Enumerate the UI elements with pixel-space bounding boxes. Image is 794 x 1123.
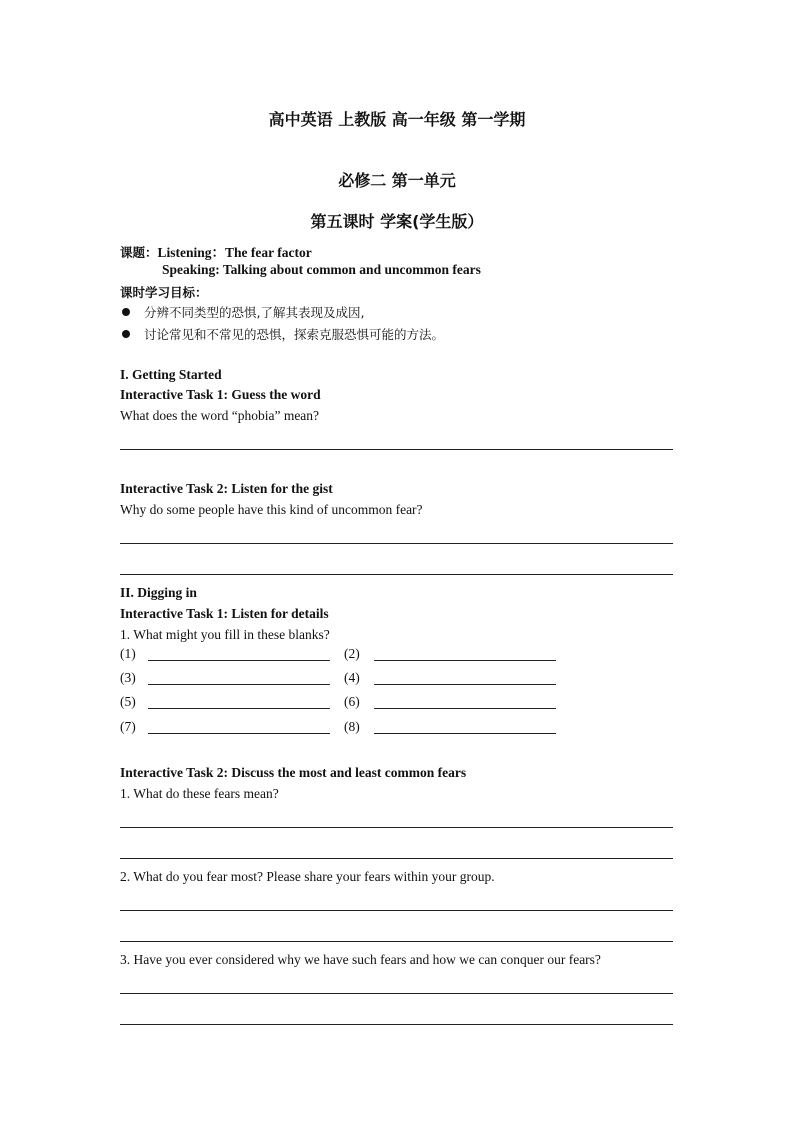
blank-number: (8): [344, 719, 360, 734]
unit-title: 必修二 第一单元: [338, 171, 456, 190]
blank-number: (4): [344, 670, 360, 685]
topic-line-listening: [120, 241, 312, 262]
blank-line[interactable]: [148, 733, 330, 734]
question-fill-blanks: 1. What might you fill in these blanks?: [120, 627, 330, 642]
section-heading-digging-in: II. Digging in: [120, 585, 197, 600]
answer-line[interactable]: [120, 449, 673, 450]
question-fears-mean: 1. What do these fears mean?: [120, 786, 279, 801]
lesson-title: 第五课时 学案(学生版）: [310, 212, 484, 231]
blank-line[interactable]: [374, 708, 556, 709]
blank-line[interactable]: [148, 660, 330, 661]
answer-line[interactable]: [120, 574, 673, 575]
question-fear-most: 2. What do you fear most? Please share your fears within your group.: [120, 869, 495, 884]
objective-text: 分辨不同类型的恐惧,了解其表现及成因,: [144, 305, 365, 320]
answer-line[interactable]: [120, 910, 673, 911]
task-title-listen-gist: Interactive Task 2: Listen for the gist: [120, 481, 333, 496]
blank-line[interactable]: [374, 660, 556, 661]
blank-line[interactable]: [148, 708, 330, 709]
blank-number: (3): [120, 670, 136, 685]
objectives-label: 课时学习目标：: [120, 285, 208, 300]
answer-line[interactable]: [120, 827, 673, 828]
document-title: 高中英语 上教版 高一年级 第一学期: [268, 110, 526, 129]
blank-number: (5): [120, 694, 136, 709]
bullet-icon: [122, 330, 130, 338]
objective-item: [122, 303, 364, 321]
blank-line[interactable]: [374, 684, 556, 685]
blank-line[interactable]: [374, 733, 556, 734]
question-conquer-fears: 3. Have you ever considered why we have such fears and how we can conquer our fears?: [120, 952, 601, 967]
question-phobia: What does the word “phobia” mean?: [120, 408, 320, 423]
answer-line[interactable]: [120, 543, 673, 544]
blank-line[interactable]: [148, 684, 330, 685]
answer-line[interactable]: [120, 993, 673, 994]
answer-line[interactable]: [120, 858, 673, 859]
task-title-listen-details: Interactive Task 1: Listen for details: [120, 606, 329, 621]
objective-item: [122, 325, 444, 343]
answer-line[interactable]: [120, 1024, 673, 1025]
question-uncommon-fear: Why do some people have this kind of uncommon fear?: [120, 502, 423, 517]
blank-number: (7): [120, 719, 136, 734]
blank-number: (6): [344, 694, 360, 709]
topic-label: 课题：: [120, 245, 158, 260]
topic-speaking: Speaking: Talking about common and uncommon fears: [162, 262, 481, 277]
task-title-guess-word: Interactive Task 1: Guess the word: [120, 387, 321, 402]
blank-number: (1): [120, 646, 136, 661]
topic-listening: Listening：The fear factor: [157, 245, 312, 260]
objective-text: 讨论常见和不常见的恐惧，探索克服恐惧可能的方法。: [144, 327, 445, 342]
section-heading-getting-started: I. Getting Started: [120, 367, 222, 382]
answer-line[interactable]: [120, 941, 673, 942]
blank-number: (2): [344, 646, 360, 661]
task-title-discuss-fears: Interactive Task 2: Discuss the most and least common fears: [120, 765, 467, 780]
bullet-icon: [122, 308, 130, 316]
